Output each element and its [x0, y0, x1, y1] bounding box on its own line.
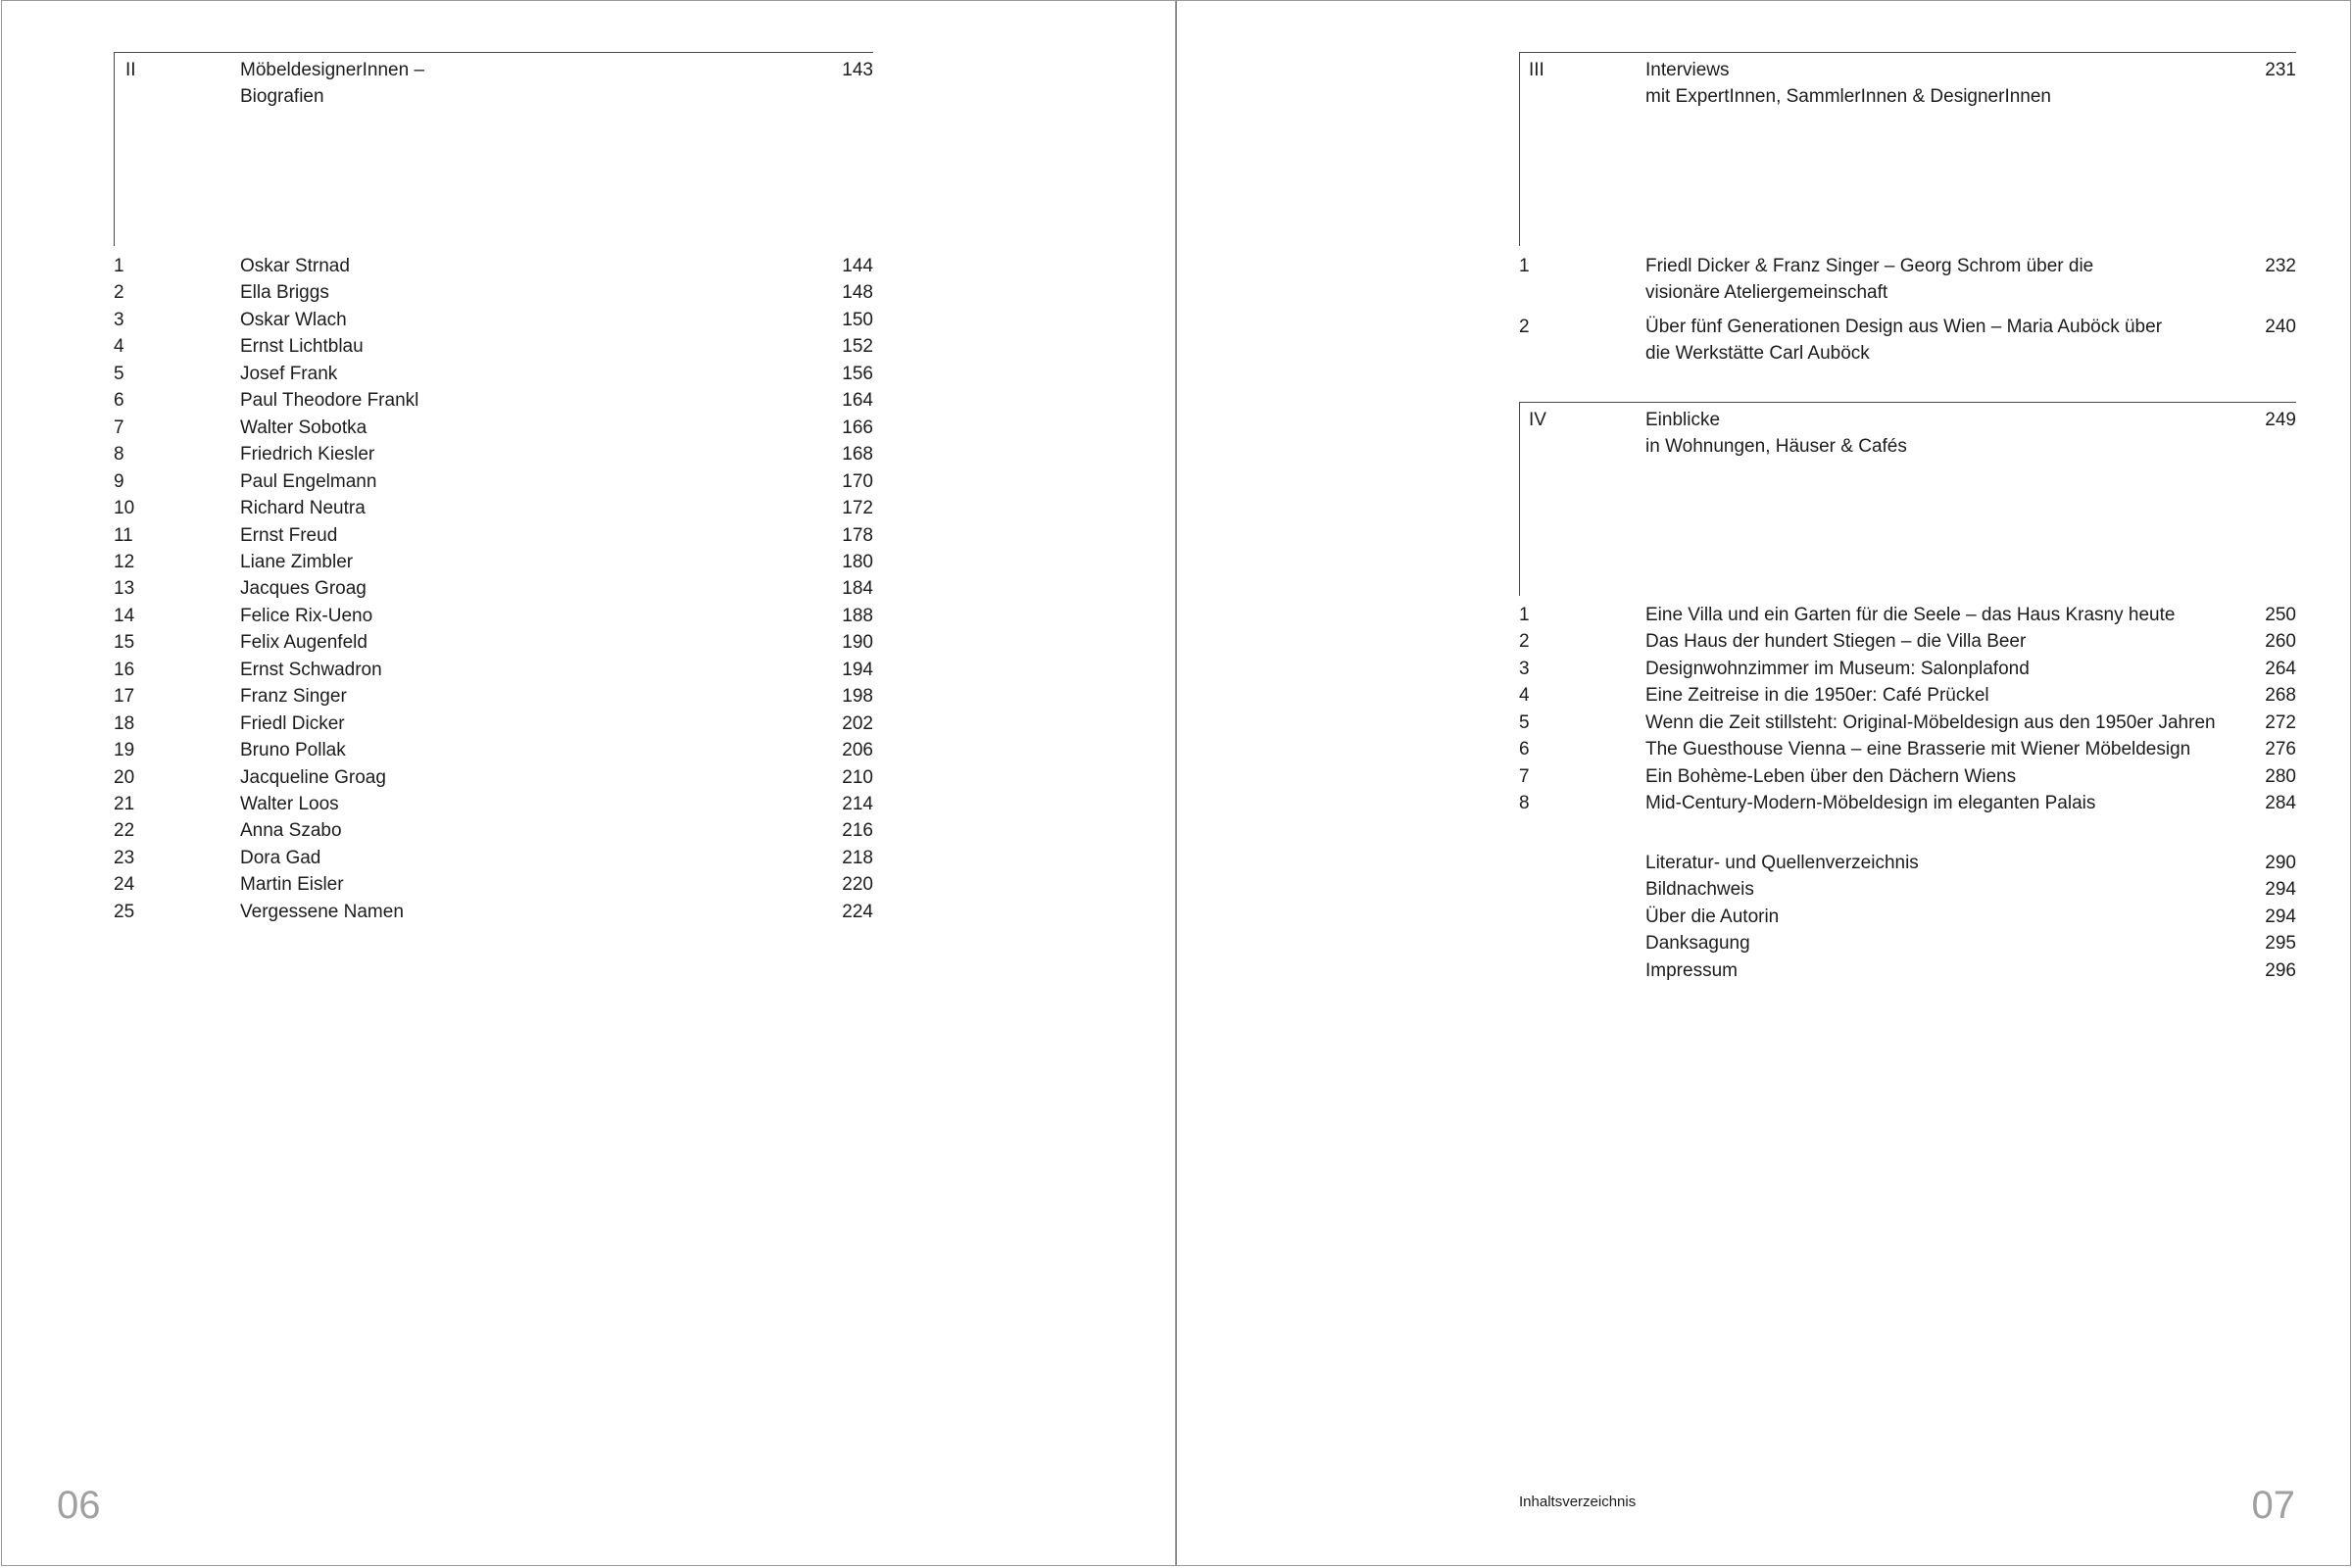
entry-page: 294: [2265, 906, 2296, 927]
entry-title-line2: visionäre Ateliergemeinschaft: [1645, 282, 1888, 304]
entry-page: 260: [2265, 631, 2296, 653]
entry-page: 148: [842, 282, 873, 304]
entry-title: Impressum: [1645, 959, 1738, 981]
entry-number: 15: [114, 632, 135, 654]
section-iv-heading: [1519, 407, 2296, 466]
entry-page: 280: [2265, 765, 2296, 787]
entry-number: 23: [114, 847, 135, 868]
toc-entry: [1519, 790, 2296, 816]
toc-entry: [114, 253, 873, 279]
entry-number: 6: [1519, 739, 1530, 760]
entry-page: 180: [842, 551, 873, 572]
entry-number: 6: [114, 390, 124, 412]
toc-entry: [114, 387, 873, 414]
entry-title: Ernst Lichtblau: [240, 336, 364, 358]
entry-title: Richard Neutra: [240, 498, 366, 519]
entry-title: Jacqueline Groag: [240, 766, 386, 788]
entry-title: Danksagung: [1645, 933, 1750, 955]
toc-entry: [1519, 628, 2296, 655]
entry-number: 19: [114, 740, 135, 761]
entry-title: Paul Engelmann: [240, 470, 377, 492]
entry-page: 166: [842, 416, 873, 438]
appendix-entry: [1519, 876, 2296, 903]
entry-title: Franz Singer: [240, 686, 347, 708]
toc-entry: [114, 549, 873, 575]
entry-title: Bruno Pollak: [240, 740, 346, 761]
entry-number: 3: [114, 309, 124, 330]
entry-number: 13: [114, 578, 135, 600]
toc-entry: [114, 495, 873, 521]
entry-title: Ernst Schwadron: [240, 659, 382, 680]
entry-page: 264: [2265, 658, 2296, 679]
entry-number: 11: [114, 524, 133, 546]
entry-page: 188: [842, 605, 873, 626]
toc-entry: [114, 441, 873, 467]
entry-page: 295: [2265, 933, 2296, 955]
entry-page: 156: [842, 363, 873, 384]
toc-entry: [114, 279, 873, 306]
entry-page: 210: [842, 766, 873, 788]
entry-title: Anna Szabo: [240, 820, 342, 842]
entry-page: 144: [842, 256, 873, 276]
toc-entry: [1519, 602, 2296, 628]
toc-entry: [1519, 682, 2296, 709]
entry-page: 150: [842, 309, 873, 330]
entry-page: 290: [2265, 853, 2296, 873]
entry-number: 3: [1519, 658, 1530, 679]
entry-number: 2: [1519, 317, 1530, 337]
right-page: [1176, 0, 2351, 1566]
entry-page: 198: [842, 686, 873, 708]
section-number: II: [125, 60, 136, 80]
entry-title: Vergessene Namen: [240, 901, 404, 922]
entry-title: Friedl Dicker & Franz Singer – Georg Schrom über die: [1645, 256, 2094, 276]
entry-page: 152: [842, 336, 873, 358]
entry-title: Das Haus der hundert Stiegen – die Villa Beer: [1645, 631, 2027, 653]
toc-entry: [114, 710, 873, 737]
entry-number: 18: [114, 712, 135, 734]
entry-page: 170: [842, 470, 873, 492]
entry-page: 294: [2265, 879, 2296, 901]
entry-page: 184: [842, 578, 873, 600]
toc-entry: [114, 817, 873, 844]
entry-title: Friedl Dicker: [240, 712, 345, 734]
entry-number: 4: [1519, 685, 1530, 707]
toc-entry: [114, 871, 873, 898]
entry-page: 240: [2265, 317, 2296, 337]
entry-title: The Guesthouse Vienna – eine Brasserie mit Wiener Möbeldesign: [1645, 739, 2191, 760]
entry-title: Über fünf Generationen Design aus Wien – Maria Auböck über: [1645, 317, 2163, 337]
toc-entry: [1519, 763, 2296, 790]
entry-title: Über die Autorin: [1645, 906, 1780, 927]
toc-entry: [1519, 656, 2296, 682]
entry-title: Martin Eisler: [240, 874, 344, 896]
entry-title: Wenn die Zeit stillsteht: Original-Möbeldesign aus den 1950er Jahren: [1645, 711, 2216, 733]
entry-number: 17: [114, 686, 135, 708]
appendix-entry: [1519, 957, 2296, 984]
entry-page: 194: [842, 659, 873, 680]
entry-number: 20: [114, 766, 135, 788]
entry-number: 9: [114, 470, 124, 492]
toc-entry: [114, 683, 873, 710]
section-title-line1: Einblicke: [1645, 410, 1721, 430]
entry-number: 10: [114, 498, 135, 519]
toc-entry: [114, 575, 873, 602]
toc-entry: [114, 657, 873, 683]
entry-page: 284: [2265, 793, 2296, 814]
entry-number: 8: [114, 444, 124, 466]
appendix-entry: [1519, 850, 2296, 876]
entry-page: 214: [842, 794, 873, 814]
entry-title: Dora Gad: [240, 847, 321, 868]
entry-number: 7: [1519, 765, 1530, 787]
toc-entry: [114, 415, 873, 441]
entry-title: Literatur- und Quellenverzeichnis: [1645, 853, 1919, 873]
toc-entry: [1519, 314, 2296, 368]
section-page: 231: [2265, 60, 2296, 80]
running-head: Inhaltsverzeichnis: [1519, 1494, 1637, 1510]
entry-title: Ella Briggs: [240, 282, 329, 304]
entry-title: Oskar Wlach: [240, 309, 347, 330]
toc-entry: [114, 333, 873, 360]
entry-title: Paul Theodore Frankl: [240, 390, 419, 412]
toc-entry: [114, 629, 873, 656]
toc-entry: [114, 603, 873, 629]
entry-number: 1: [114, 256, 124, 276]
entry-title: Walter Loos: [240, 794, 339, 814]
entry-page: 216: [842, 820, 873, 842]
section-page: 143: [842, 60, 873, 80]
section-title-line2: mit ExpertInnen, SammlerInnen & DesignerInnen: [1645, 86, 2051, 108]
section-title-line1: MöbeldesignerInnen –: [240, 60, 425, 80]
entry-number: 22: [114, 820, 135, 842]
entry-page: 224: [842, 901, 873, 922]
entry-title: Eine Zeitreise in die 1950er: Café Prückel: [1645, 685, 1989, 707]
entry-number: 14: [114, 605, 135, 626]
entry-number: 25: [114, 901, 135, 922]
toc-entry: [114, 764, 873, 791]
entry-title: Felix Augenfeld: [240, 632, 368, 654]
entry-title: Ernst Freud: [240, 524, 338, 546]
entry-title: Josef Frank: [240, 363, 338, 384]
entry-title: Felice Rix-Ueno: [240, 605, 373, 626]
entry-number: 7: [114, 416, 124, 438]
entry-page: 190: [842, 632, 873, 654]
entry-page: 232: [2265, 256, 2296, 276]
entry-title: Walter Sobotka: [240, 416, 368, 438]
toc-entry: [114, 737, 873, 763]
entry-number: 8: [1519, 793, 1530, 814]
entry-page: 206: [842, 740, 873, 761]
left-page: [1, 0, 1176, 1566]
entry-title: Jacques Groag: [240, 578, 367, 600]
folio-right: 07: [2251, 1484, 2295, 1527]
section-number: III: [1529, 60, 1544, 80]
entry-page: 202: [842, 712, 873, 734]
entry-page: 296: [2265, 959, 2296, 981]
toc-entry: [1519, 253, 2296, 307]
entry-page: 276: [2265, 739, 2296, 760]
entry-page: 164: [842, 390, 873, 412]
entry-title: Mid-Century-Modern-Möbeldesign im eleganten Palais: [1645, 793, 2096, 814]
toc-entry: [114, 468, 873, 495]
toc-entry: [1519, 710, 2296, 736]
entry-number: 4: [114, 336, 124, 358]
entry-title-line2: die Werkstätte Carl Auböck: [1645, 343, 1870, 365]
entry-page: 220: [842, 874, 873, 896]
toc-entry: [114, 791, 873, 817]
entry-number: 1: [1519, 605, 1530, 625]
entry-page: 178: [842, 524, 873, 546]
appendix-entry: [1519, 904, 2296, 930]
entry-title: Bildnachweis: [1645, 879, 1754, 901]
entry-title: Oskar Strnad: [240, 256, 350, 276]
toc-entry: [114, 845, 873, 871]
entry-number: 2: [1519, 631, 1530, 653]
toc-entry: [114, 522, 873, 549]
entry-page: 272: [2265, 711, 2296, 733]
toc-entry: [114, 307, 873, 333]
entry-title: Eine Villa und ein Garten für die Seele – das Haus Krasny heute: [1645, 605, 2176, 625]
entry-number: 2: [114, 282, 124, 304]
entry-number: 16: [114, 659, 135, 680]
entry-title: Designwohnzimmer im Museum: Salonplafond: [1645, 658, 2030, 679]
toc-entry: [1519, 736, 2296, 762]
entry-number: 5: [1519, 711, 1530, 733]
section-ii-heading: [114, 57, 873, 116]
section-title-line2: in Wohnungen, Häuser & Cafés: [1645, 436, 1907, 458]
folio-left: 06: [57, 1484, 101, 1527]
section-title-line2: Biografien: [240, 86, 324, 108]
section-iii-heading: [1519, 57, 2296, 116]
entry-number: 21: [114, 794, 135, 814]
entry-page: 168: [842, 444, 873, 466]
entry-number: 24: [114, 874, 135, 896]
entry-title: Ein Bohème-Leben über den Dächern Wiens: [1645, 765, 2017, 787]
entry-number: 1: [1519, 256, 1530, 276]
entry-number: 5: [114, 363, 124, 384]
section-number: IV: [1529, 410, 1546, 430]
entry-page: 172: [842, 498, 873, 519]
entry-title: Friedrich Kiesler: [240, 444, 375, 466]
entry-number: 12: [114, 551, 135, 572]
toc-entry: [114, 899, 873, 925]
appendix-entry: [1519, 930, 2296, 956]
section-title-line1: Interviews: [1645, 60, 1730, 80]
section-page: 249: [2265, 410, 2296, 430]
entry-page: 268: [2265, 685, 2296, 707]
entry-title: Liane Zimbler: [240, 551, 354, 572]
toc-entry: [114, 361, 873, 387]
entry-page: 250: [2265, 605, 2296, 625]
entry-page: 218: [842, 847, 873, 868]
